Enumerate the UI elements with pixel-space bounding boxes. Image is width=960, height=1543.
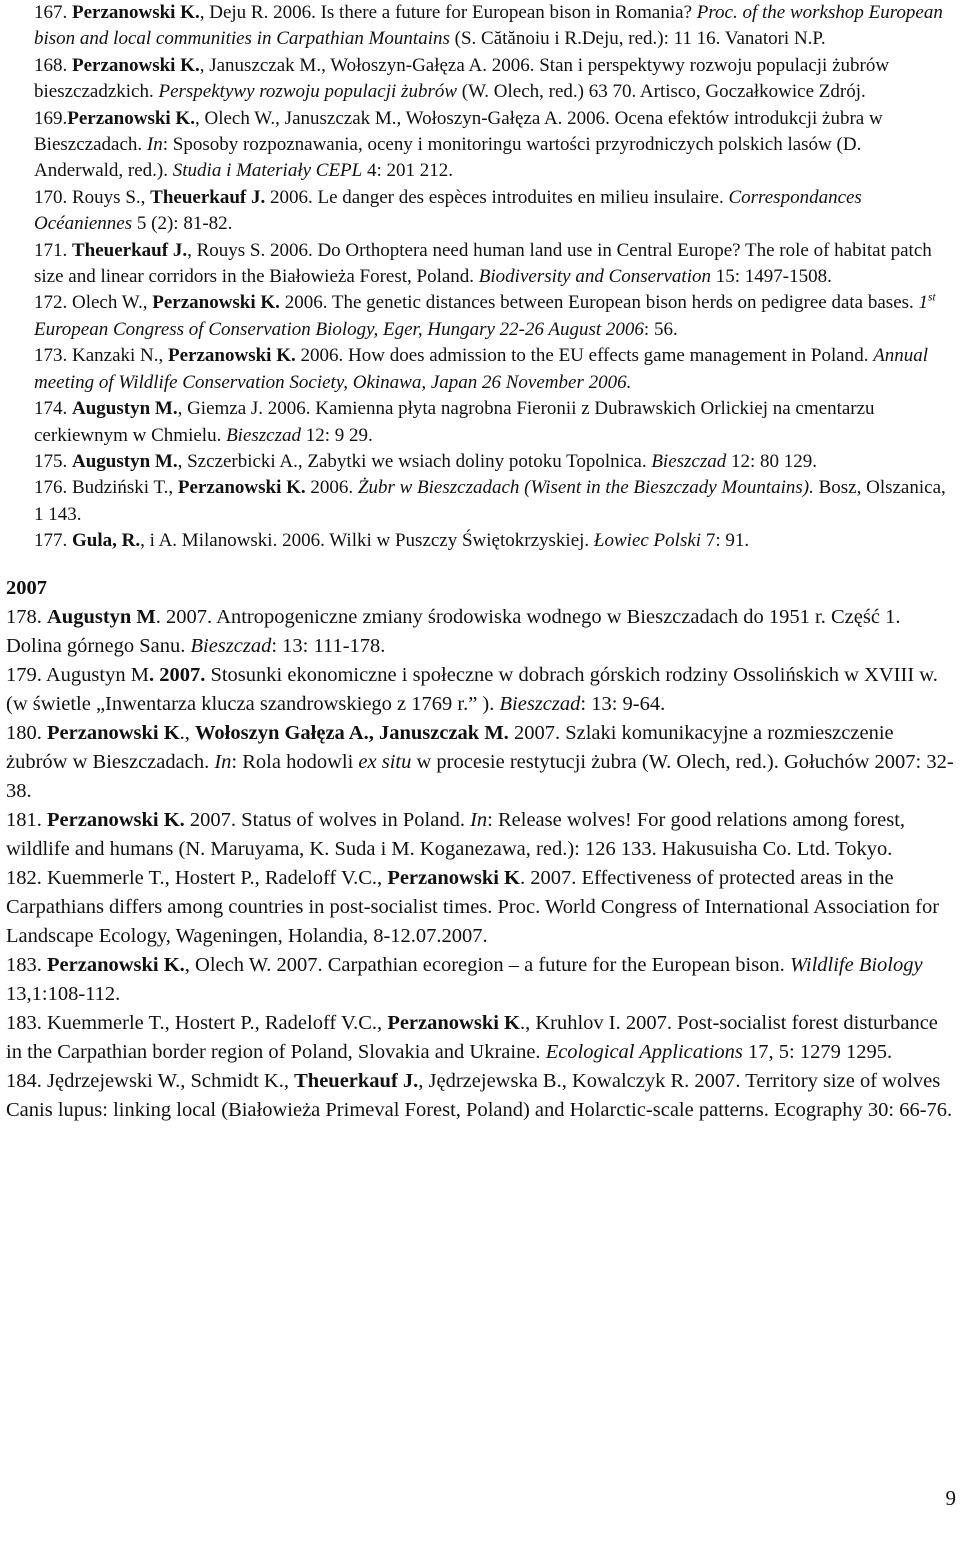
reference-entry: [6, 396, 954, 449]
reference-entry: [6, 449, 954, 475]
publication-title: Żubr w Bieszczadach (Wisent in the Bieszczady Mountains).: [357, 477, 814, 499]
author-name: Perzanowski K.: [168, 345, 296, 367]
reference-text: : 13: 9-64.: [580, 692, 666, 715]
reference-entry: [6, 1009, 954, 1067]
reference-text: , Jędrzejewska B., Kowalczyk R. 2007. Territory size of wolves Canis lupus: linking local (Białowieża Primeval Forest, Poland) and Holarctic-scale patterns. Ecography 30: 66-76.: [6, 1069, 953, 1121]
reference-text: 2006. How does admission to the EU effects game management in Poland.: [295, 345, 874, 367]
reference-text: 170. Rouys S.,: [34, 186, 151, 208]
author-name: Perzanowski K.: [67, 107, 195, 129]
reference-entry: [6, 661, 954, 719]
reference-text: , i A. Milanowski. 2006. Wilki w Puszczy Świętokrzyskiej.: [140, 530, 594, 552]
author-name: Gula, R.: [72, 530, 141, 552]
reference-text: 12: 9 29.: [301, 424, 373, 446]
reference-text: Stosunki ekonomiczne i społeczne w dobrach górskich rodziny Ossolińskich w XVIII w. (w świetle „Inwentarza klucza szandrowskiego z 1769 r.” ).: [6, 663, 938, 715]
reference-text: 174.: [34, 398, 72, 420]
year-heading: 2007: [6, 576, 47, 599]
reference-text: , Olech W., Januszczak M., Wołoszyn-Gałęza A. 2006. Ocena efektów introdukcji żubra w Bieszczadach.: [34, 107, 883, 156]
author-name: . 2007.: [148, 663, 206, 686]
reference-entry: [6, 603, 954, 661]
publication-title: Biodiversity and Conservation: [478, 266, 711, 288]
reference-text: , Rouys S. 2006. Do Orthoptera need human land use in Central Europe? The role of habitat patch size and linear corridors in the Białowieża Forest, Poland.: [34, 239, 932, 288]
reference-list: [6, 0, 954, 1125]
reference-entry: [6, 0, 954, 53]
publication-title: Bieszczad: [499, 692, 581, 715]
reference-entry: [6, 53, 954, 106]
publication-title: Proc.: [696, 2, 738, 23]
publication-title: European Congress of Conservation Biology, Eger, Hungary 22-26 August 2006: [34, 318, 644, 340]
reference-text: , Deju R. 2006. Is there a future for European bison in Romania?: [199, 2, 697, 23]
publication-title: Bieszczad: [190, 634, 272, 657]
reference-text: , Giemza J. 2006. Kamienna płyta nagrobna Fieronii z Dubrawskich Orlickiej na cmentarzu cerkiewnym w Chmielu.: [34, 398, 875, 446]
reference-text: 2006.: [305, 477, 358, 499]
reference-text: 171.: [34, 239, 72, 261]
publication-title: In: [146, 134, 163, 156]
reference-entry: [6, 1067, 954, 1125]
publication-title: Bieszczad: [651, 450, 727, 472]
reference-text: w procesie restytucji żubra (W. Olech, red.). Gołuchów 2007: 32-38.: [6, 750, 954, 802]
author-name: Perzanowski K.: [72, 2, 200, 23]
reference-text: .,: [179, 721, 196, 744]
author-name: Perzanowski K.: [47, 808, 185, 831]
publication-title: Correspondances Océaniennes: [34, 186, 862, 235]
author-name: Theuerkauf J.: [150, 186, 266, 208]
reference-text: 175.: [34, 450, 72, 472]
reference-text: 17, 5: 1279 1295.: [742, 1040, 893, 1063]
reference-text: : Sposoby rozpoznawania, oceny i monitoringu wartości przyrodniczych polskich lasów (D. Anderwald, red.).: [34, 134, 862, 182]
publication-title: In: [470, 808, 488, 831]
author-name: Perzanowski K: [47, 721, 180, 744]
reference-text: 183.: [6, 953, 47, 976]
publication-title: Bieszczad: [226, 424, 302, 446]
reference-entry: [6, 343, 954, 396]
publication-title: Wildlife Biology: [789, 953, 923, 976]
reference-text: 172. Olech W.,: [34, 292, 153, 314]
reference-entry: [6, 238, 954, 291]
reference-text: (S. Cătănoiu i R.Deju, red.): 11 16. Vanatori N.P.: [449, 28, 826, 50]
reference-entry: [6, 185, 954, 238]
reference-entry: [6, 290, 954, 343]
author-name: Theuerkauf J.: [294, 1069, 419, 1092]
publication-title: Studia i Materiały CEPL: [172, 160, 363, 182]
reference-text: 4: 201 212.: [362, 160, 454, 182]
references-2006: [6, 0, 954, 555]
page-number: 9: [945, 1486, 956, 1510]
publication-title: Annual meeting of Wildlife Conservation Society, Okinawa, Japan 26 November 2006.: [34, 345, 929, 393]
publication-title: 1: [918, 292, 929, 314]
reference-text: 173. Kanzaki N.,: [34, 345, 169, 367]
reference-text: 5 (2): 81-82.: [132, 213, 233, 235]
reference-entry: [6, 806, 954, 864]
author-name: Augustyn M.: [72, 398, 178, 420]
publication-title: ex situ: [358, 750, 412, 773]
reference-entry: [6, 864, 954, 951]
reference-entry: [6, 475, 954, 528]
reference-text: . 2007. Effectiveness of protected areas in the Carpathians differs among countries in post-socialist times. Proc. World Congress of International Association for Landscape Ecology, Wageningen, Holandia, 8-12.07.2007.: [6, 866, 940, 947]
author-name: Perzanowski K.: [47, 953, 185, 976]
publication-title: Perspektywy rozwoju populacji żubrów: [158, 81, 458, 103]
author-name: Wołoszyn Gałęza A., Januszczak M.: [195, 721, 509, 744]
author-name: Augustyn M: [47, 605, 156, 628]
reference-text: 12: 80 129.: [726, 450, 818, 472]
publication-title: Łowiec Polski: [593, 530, 702, 552]
reference-text: Bosz, Olszanica, 1 143.: [34, 477, 946, 525]
reference-text: 177.: [34, 530, 72, 552]
reference-text: : Rola hodowli: [231, 750, 359, 773]
reference-text: 168.: [34, 54, 72, 76]
reference-text: : 56.: [643, 318, 678, 340]
reference-text: 167.: [34, 2, 72, 23]
publication-title: st: [928, 292, 936, 305]
reference-text: 2007. Szlaki komunikacyjne a rozmieszczenie żubrów w Bieszczadach.: [6, 721, 894, 773]
reference-text: 2006. Le danger des espèces introduites en milieu insulaire.: [265, 186, 729, 208]
reference-text: 15: 1497-1508.: [711, 266, 832, 288]
reference-text: 13,1:108-112.: [6, 982, 121, 1005]
reference-text: 183. Kuemmerle T., Hostert P., Radeloff V.C.,: [6, 1011, 388, 1034]
reference-text: ., Kruhlov I. 2007. Post-socialist forest disturbance in the Carpathian border region of Poland, Slovakia and Ukraine.: [6, 1011, 938, 1063]
reference-text: 7: 91.: [701, 530, 750, 552]
reference-text: 179. Augustyn M: [6, 663, 149, 686]
reference-text: 169.: [34, 107, 68, 129]
author-name: Augustyn M.: [72, 450, 178, 472]
reference-text: 2007. Status of wolves in Poland.: [184, 808, 471, 831]
reference-text: 184. Jędrzejewski W., Schmidt K.,: [6, 1069, 295, 1092]
reference-text: (W. Olech, red.) 63 70. Artisco, Goczałkowice Zdrój.: [457, 81, 866, 103]
author-name: Theuerkauf J.: [72, 239, 188, 261]
author-name: Perzanowski K.: [152, 292, 280, 314]
reference-text: 181.: [6, 808, 47, 831]
publication-title: Ecological Applications: [545, 1040, 743, 1063]
reference-text: : Release wolves! For good relations among forest, wildlife and humans (N. Maruyama, K. Suda i M. Koganezawa, red.): 126 133. Hakusuisha Co. Ltd. Tokyo.: [6, 808, 906, 860]
reference-text: . 2007. Antropogeniczne zmiany środowiska wodnego w Bieszczadach do 1951 r. Część 1. Dolina górnego Sanu.: [6, 605, 901, 657]
reference-text: , Januszczak M., Wołoszyn-Gałęza A. 2006. Stan i perspektywy rozwoju populacji żubrów bieszczadzkich.: [34, 54, 890, 103]
reference-text: 182. Kuemmerle T., Hostert P., Radeloff V.C.,: [6, 866, 388, 889]
author-name: Perzanowski K.: [177, 477, 306, 499]
reference-text: 2006. The genetic distances between European bison herds on pedigree data bases.: [279, 292, 919, 314]
reference-entry: [6, 528, 954, 554]
reference-entry: [6, 951, 954, 1009]
author-name: Perzanowski K: [387, 1011, 520, 1034]
reference-text: : 13: 111-178.: [271, 634, 386, 657]
author-name: Perzanowski K: [387, 866, 520, 889]
reference-text: 180.: [6, 721, 47, 744]
reference-text: , Szczerbicki A., Zabytki we wsiach doliny potoku Topolnica.: [177, 450, 652, 472]
reference-text: 176. Budziński T.,: [34, 477, 178, 499]
author-name: Perzanowski K.: [72, 54, 200, 76]
reference-entry: [6, 106, 954, 185]
references-2007: [6, 603, 954, 1125]
reference-text: , Olech W. 2007. Carpathian ecoregion – a future for the European bison.: [184, 953, 790, 976]
publication-title: In: [214, 750, 232, 773]
reference-text: 178.: [6, 605, 47, 628]
publication-title: of the workshop European bison and local communities in Carpathian Mountains: [34, 2, 943, 50]
reference-entry: [6, 719, 954, 806]
